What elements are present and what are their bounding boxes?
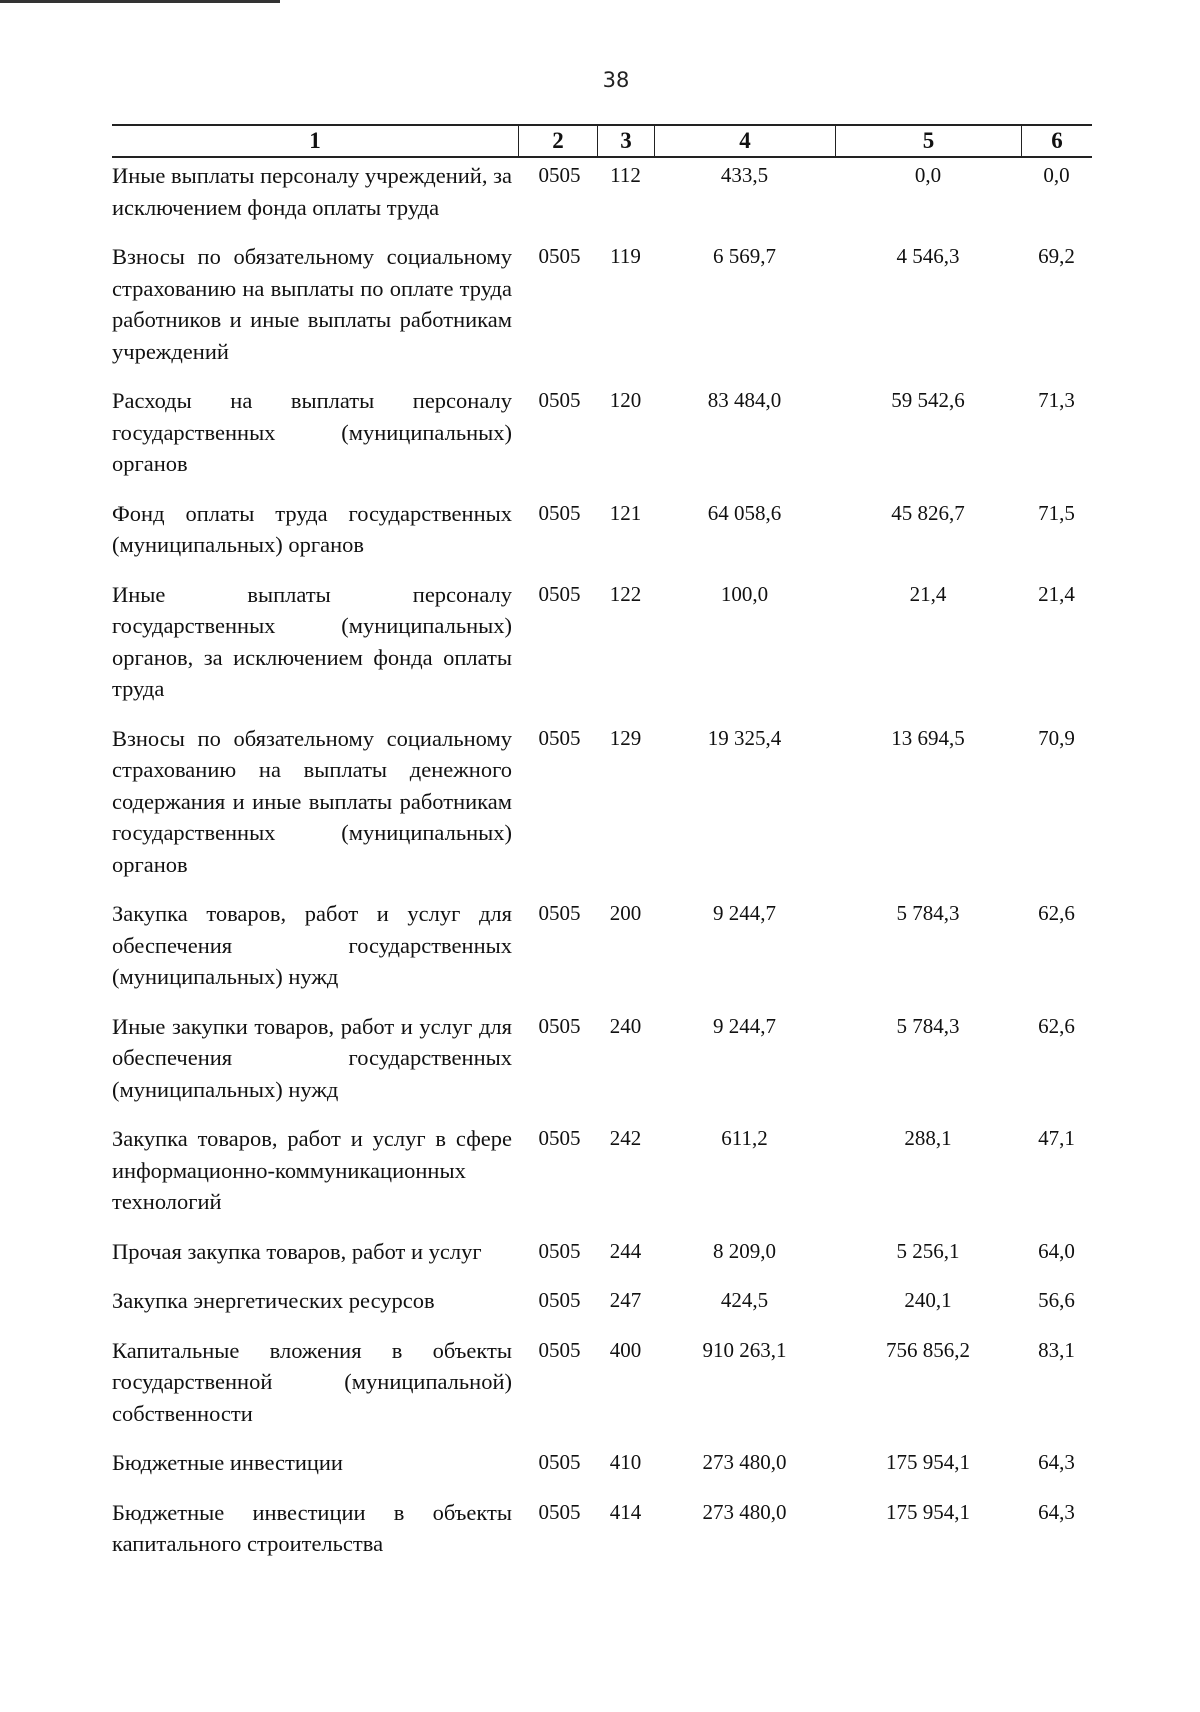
row-percent-cell: 47,1	[1038, 1126, 1075, 1150]
row-percent-cell: 70,9	[1038, 725, 1075, 750]
row-name-cell: Взносы по обязательному социальному страхованию на выплаты денежного содержания и иные выплаты работникам государственных (муниципальных) органов	[112, 725, 512, 877]
header-col-5: 5	[835, 126, 1021, 156]
row-expense-type-cell: 200	[609, 901, 642, 925]
header-col-2: 2	[518, 126, 597, 156]
table-row	[112, 579, 1092, 705]
row-percent-cell: 62,6	[1038, 901, 1075, 925]
row-name-cell: Иные закупки товаров, работ и услуг для обеспечения государственных (муниципальных) нужд	[112, 1013, 512, 1102]
table-row	[112, 160, 1092, 223]
row-expense-type-cell: 410	[609, 1450, 642, 1474]
row-plan-cell: 9 244,7	[713, 1013, 776, 1038]
row-actual-cell: 240,1	[904, 1288, 952, 1312]
row-percent-cell: 64,3	[1038, 1450, 1075, 1474]
row-section-code-cell: 0505	[538, 244, 581, 268]
row-plan-cell: 424,5	[720, 1288, 769, 1312]
table-body	[112, 160, 1092, 1560]
table-row	[112, 498, 1092, 561]
table-row	[112, 1236, 1092, 1268]
row-expense-type-cell: 240	[609, 1013, 642, 1038]
row-plan-cell: 8 209,0	[713, 1238, 776, 1263]
table-row	[112, 1447, 1092, 1479]
row-name-cell: Закупка энергетических ресурсов	[112, 1288, 435, 1313]
row-name-cell: Расходы на выплаты персоналу государственных (муниципальных) органов	[112, 388, 512, 476]
row-plan-cell: 6 569,7	[713, 244, 776, 268]
table-row	[112, 1011, 1092, 1106]
row-plan-cell: 83 484,0	[707, 388, 782, 412]
row-actual-cell: 175 954,1	[886, 1450, 970, 1474]
row-section-code-cell: 0505	[538, 725, 581, 750]
row-plan-cell: 273 480,0	[702, 1499, 787, 1524]
row-name-cell: Бюджетные инвестиции	[112, 1450, 343, 1475]
row-section-code-cell: 0505	[538, 388, 581, 412]
row-plan-cell: 64 058,6	[707, 500, 782, 525]
row-expense-type-cell: 400	[609, 1337, 642, 1362]
row-name-cell: Закупка товаров, работ и услуг в сфере информационно-коммуникационных технологий	[112, 1126, 512, 1214]
table-row	[112, 241, 1092, 367]
row-name-cell: Иные выплаты персоналу учреждений, за исключением фонда оплаты труда	[112, 163, 512, 220]
row-section-code-cell: 0505	[538, 1288, 581, 1312]
header-col-6: 6	[1021, 126, 1092, 156]
row-percent-cell: 21,4	[1038, 581, 1075, 606]
row-name-cell: Прочая закупка товаров, работ и услуг	[112, 1238, 482, 1264]
header-col-4: 4	[654, 126, 835, 156]
row-plan-cell: 9 244,7	[713, 901, 776, 925]
row-name-cell: Взносы по обязательному социальному страхованию на выплаты по оплате труда работников и иные выплаты работникам учреждений	[112, 244, 512, 364]
row-expense-type-cell: 119	[610, 244, 641, 268]
row-section-code-cell: 0505	[538, 1238, 581, 1263]
table-row	[112, 1497, 1092, 1560]
row-expense-type-cell: 247	[609, 1288, 642, 1312]
row-actual-cell: 21,4	[909, 581, 947, 606]
budget-table	[112, 124, 1092, 1578]
row-section-code-cell: 0505	[538, 901, 581, 925]
table-row	[112, 1335, 1092, 1430]
table-row	[112, 1123, 1092, 1218]
row-actual-cell: 5 784,3	[896, 1013, 960, 1038]
row-percent-cell: 69,2	[1038, 244, 1075, 268]
row-percent-cell: 62,6	[1038, 1013, 1075, 1038]
row-actual-cell: 13 694,5	[891, 725, 965, 750]
row-plan-cell: 910 263,1	[702, 1337, 787, 1362]
row-percent-cell: 0,0	[1043, 163, 1070, 187]
row-plan-cell: 100,0	[720, 581, 769, 606]
row-percent-cell: 64,0	[1038, 1238, 1075, 1263]
row-expense-type-cell: 244	[609, 1238, 642, 1263]
header-col-1: 1	[309, 128, 321, 153]
row-actual-cell: 288,1	[904, 1126, 952, 1150]
row-section-code-cell: 0505	[538, 500, 581, 525]
table-row	[112, 898, 1092, 993]
row-section-code-cell: 0505	[538, 1013, 581, 1038]
row-section-code-cell: 0505	[538, 1499, 581, 1524]
row-name-cell: Закупка товаров, работ и услуг для обеспечения государственных (муниципальных) нужд	[112, 901, 512, 989]
row-percent-cell: 83,1	[1038, 1337, 1075, 1362]
row-actual-cell: 4 546,3	[896, 244, 960, 268]
row-actual-cell: 59 542,6	[891, 388, 965, 412]
table-row	[112, 723, 1092, 881]
row-percent-cell: 56,6	[1038, 1288, 1075, 1312]
table-row	[112, 1285, 1092, 1317]
page-number: 38	[602, 68, 630, 92]
row-name-cell: Иные выплаты персоналу государственных (муниципальных) органов, за исключением фонда оплаты труда	[112, 581, 512, 701]
row-actual-cell: 756 856,2	[886, 1337, 970, 1362]
row-name-cell: Капитальные вложения в объекты государственной (муниципальной) собственности	[112, 1337, 512, 1426]
table-header-row	[112, 124, 1092, 158]
row-section-code-cell: 0505	[538, 1450, 581, 1474]
row-percent-cell: 64,3	[1038, 1499, 1075, 1524]
row-expense-type-cell: 242	[609, 1126, 642, 1150]
row-actual-cell: 0,0	[914, 163, 942, 187]
row-expense-type-cell: 121	[609, 500, 642, 525]
row-expense-type-cell: 112	[610, 163, 641, 187]
row-section-code-cell: 0505	[538, 1126, 581, 1150]
row-expense-type-cell: 414	[609, 1499, 642, 1524]
row-section-code-cell: 0505	[538, 163, 581, 187]
row-plan-cell: 19 325,4	[707, 725, 782, 750]
row-plan-cell: 611,2	[721, 1126, 768, 1150]
row-actual-cell: 45 826,7	[891, 500, 965, 525]
row-actual-cell: 5 784,3	[896, 901, 960, 925]
row-expense-type-cell: 122	[609, 581, 642, 606]
row-actual-cell: 5 256,1	[896, 1238, 960, 1263]
row-name-cell: Бюджетные инвестиции в объекты капитального строительства	[112, 1499, 512, 1556]
row-expense-type-cell: 120	[609, 388, 642, 412]
table-row	[112, 385, 1092, 480]
row-name-cell: Фонд оплаты труда государственных (муниципальных) органов	[112, 500, 512, 557]
row-actual-cell: 175 954,1	[886, 1499, 970, 1524]
row-section-code-cell: 0505	[538, 581, 581, 606]
row-plan-cell: 273 480,0	[702, 1450, 787, 1474]
scan-edge-mark	[0, 0, 280, 3]
row-expense-type-cell: 129	[609, 725, 642, 750]
row-section-code-cell: 0505	[538, 1337, 581, 1362]
header-col-3: 3	[597, 126, 654, 156]
row-percent-cell: 71,3	[1038, 388, 1075, 412]
row-plan-cell: 433,5	[720, 163, 769, 187]
row-percent-cell: 71,5	[1038, 500, 1075, 525]
